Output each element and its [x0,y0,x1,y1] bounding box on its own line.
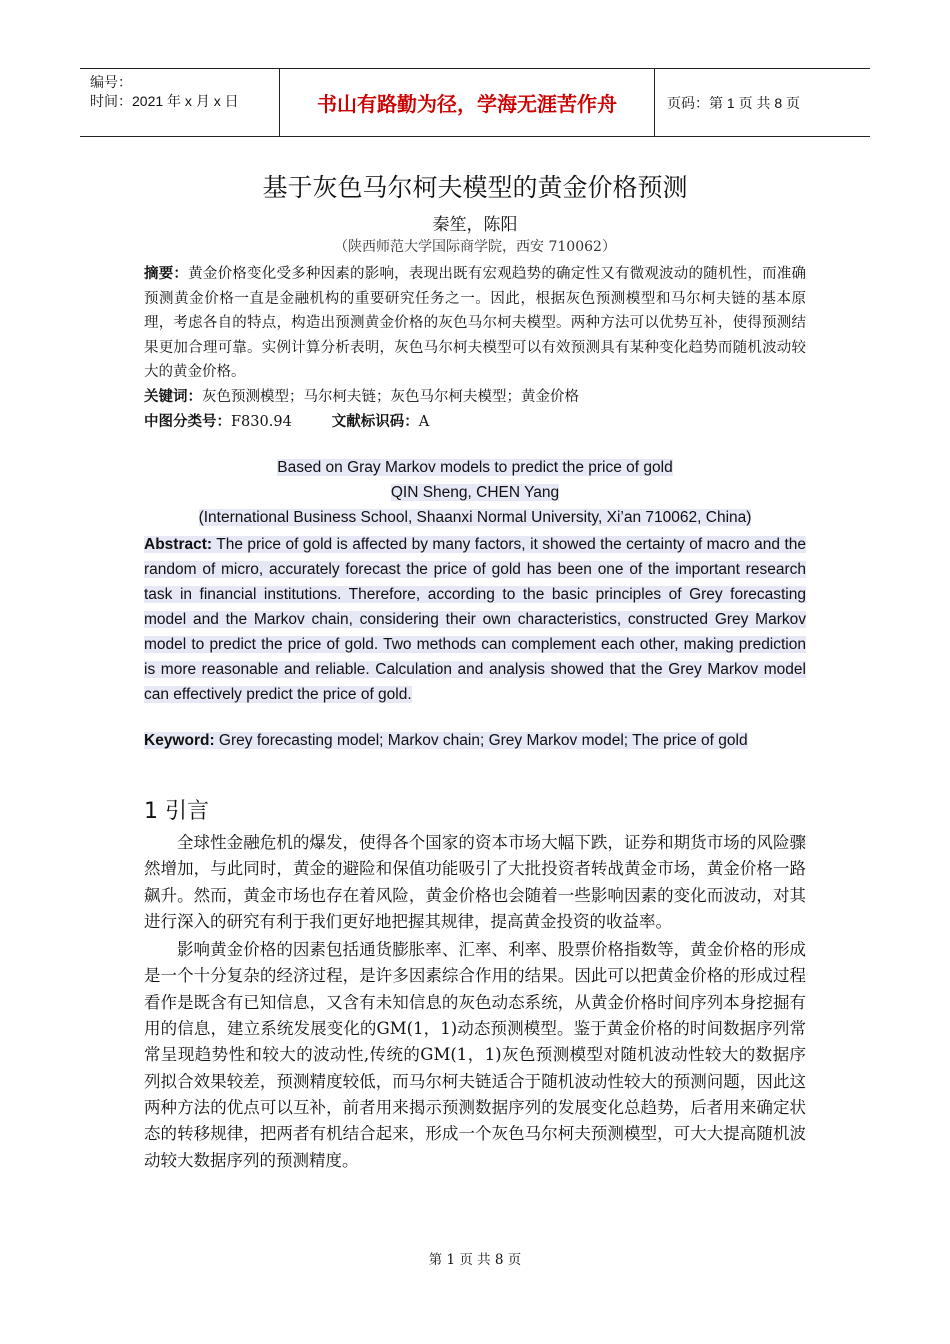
keywords-cn-text: 灰色预测模型；马尔柯夫链；灰色马尔柯夫模型；黄金价格 [202,389,579,405]
section-body [144,830,806,1176]
section-heading: 1 引言 [144,799,209,824]
english-keywords [144,732,806,750]
clc-label: 中图分类号： [144,414,231,430]
paragraph-1: 全球性金融危机的爆发，使得各个国家的资本市场大幅下跌，证券和期货市场的风险骤然增加，与此同时，黄金的避险和保值功能吸引了大批投资者转战黄金市场，黄金价格一路飙升。然而，黄金市场也存在着风险，黄金价格也会随着一些影响因素的变化而波动，对其进行深入的研究有利于我们更好地把握其规律，提高黄金投资的收益率。 [144,833,806,931]
english-affiliation [0,509,950,527]
keywords-cn-label: 关键词： [144,389,202,405]
doc-code-value: A [418,414,430,430]
paper-authors: 秦笙，陈阳 [432,215,518,235]
english-keyword-label: Keyword: [144,732,215,749]
paragraph-2: 影响黄金价格的因素包括通货膨胀率、汇率、利率、股票价格指数等，黄金价格的形成是一个十分复杂的经济过程，是许多因素综合作用的结果。因此可以把黄金价格的形成过程看作是既含有已知信息，又含有未知信息的灰色动态系统，从黄金价格时间序列本身挖掘有用的信息，建立系统发展变化的GM(1，1)动态预测模型。鉴于黄金价格的时间数据序列常常呈现趋势性和较大的波动性,传统的GM(1，1)灰色预测模型对随机波动性较大的数据序列拟合效果较差，预测精度较低，而马尔柯夫链适合于随机波动性较大的预测问题，因此这两种方法的优点可以互补，前者用来揭示预测数据序列的发展变化总趋势，后者用来确定状态的转移规律，把两者有机结合起来，形成一个灰色马尔柯夫预测模型，可大大提高随机波动较大数据序列的预测精度。 [144,940,806,1170]
header-number: 编号： [90,74,132,90]
english-authors [0,484,950,502]
english-title [0,459,950,477]
english-abstract-label: Abstract: [144,536,213,553]
doc-code-label: 文献标识码： [331,414,419,430]
english-abstract [144,532,806,707]
header-meta [80,69,280,136]
classification [144,410,806,431]
english-title-text: Based on Gray Markov models to predict the price of gold [277,459,673,476]
paper-affiliation: （陕西师范大学国际商学院，西安 710062） [334,239,616,255]
paper-title: 基于灰色马尔柯夫模型的黄金价格预测 [262,173,688,202]
abstract-cn [144,262,806,385]
keywords-cn [144,385,806,406]
english-affiliation-text: (International Business School, Shaanxi Normal University, Xi’an 710062, China) [198,509,752,526]
english-keyword-text: Grey forecasting model; Markov chain; Grey Markov model; The price of gold [214,732,748,749]
abstract-cn-text: 黄金价格变化受多种因素的影响，表现出既有宏观趋势的确定性又有微观波动的随机性，而准确预测黄金价格一直是金融机构的重要研究任务之一。因此，根据灰色预测模型和马尔柯夫链的基本原理，考虑各自的特点，构造出预测黄金价格的灰色马尔柯夫模型。两种方法可以优势互补，使得预测结果更加合理可靠。实例计算分析表明，灰色马尔柯夫模型可以有效预测具有某种变化趋势而随机波动较大的黄金价格。 [144,266,807,380]
clc-value: F830.94 [231,414,292,430]
abstract-cn-label: 摘要： [144,266,189,282]
header-time: 时间：2021 年 x 月 x 日 [90,93,239,109]
english-abstract-text: The price of gold is affected by many factors, it showed the certainty of macro and the random of micro, accurately forecast the price of gold has been one of the important research task in financial institutions. Therefore, according to the basic principles of Grey forecasting model and the Markov chain, considering their own characteristics, constructed Grey Markov model to predict the price of gold. Two methods can complement each other, making prediction is more reasonable and reliable. Calculation and analysis showed that the Grey Markov model can effectively predict the price of gold. [144,536,806,703]
header-motto: 书山有路勤为径，学海无涯苦作舟 [280,69,655,136]
page-footer: 第 1 页 共 8 页 [428,1252,522,1268]
header-page-info: 页码：第 1 页 共 8 页 [667,94,801,111]
english-authors-text: QIN Sheng, CHEN Yang [390,484,560,501]
header-table [80,68,870,137]
